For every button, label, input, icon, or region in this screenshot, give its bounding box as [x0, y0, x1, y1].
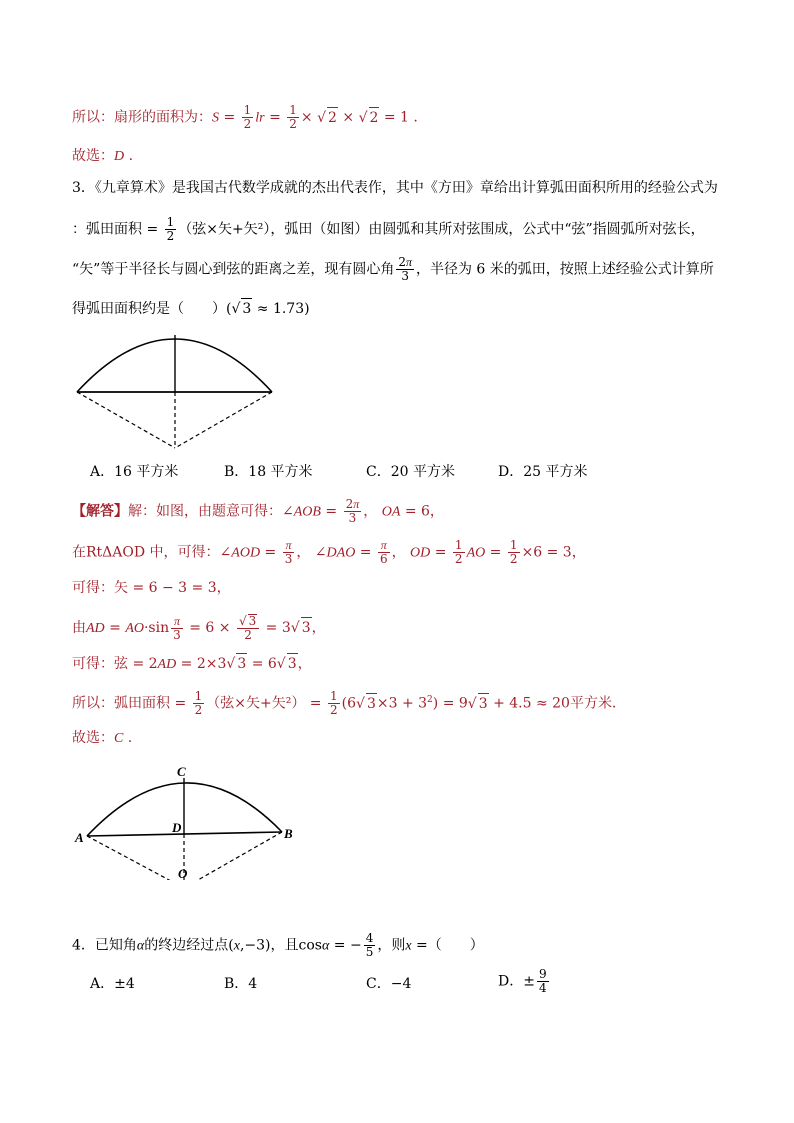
q3-solution-line2: 在RtΔAOD 中，可得：∠AOD = $\frac{\pi}{3}$ ， ∠DAO = $\frac{\pi}{6}$ ， OD = $\frac{1}{2}$ AO = $\frac{1}{2}$ ×6 = 3， — [72, 538, 586, 566]
fig2-label-d: D — [172, 820, 182, 835]
q3-solution-text2: 在RtΔAOD 中，可得： — [72, 544, 220, 561]
q3-stem-line1 — [72, 178, 718, 198]
q3-stem-text1: 《九章算术》是我国古代数学成就的杰出代表作，其中《方田》章给出计算弧田面积所用的经验公式为 — [94, 180, 718, 196]
q3-solution-line5: 可得：弦 = 2AD = 2×3√ 3 = 6√ 3， — [72, 653, 312, 675]
q4-number: 4． — [72, 937, 95, 954]
q4-stem: 4．已知角α的终边经过点(x,−3)，且cosα = − $\frac{4}{5}$ ，则x =（ ） — [72, 931, 484, 959]
q3-option-a-letter: A． — [90, 464, 115, 480]
q3-option-a-text: 16 平方米 — [114, 464, 179, 480]
q3-number: 3． — [72, 180, 95, 196]
prev-solution-area-line: 所以：扇形的面积为：S = $\frac{1}{2}$ lr = $\frac{1}{2}$ × √ 2 × √ 2 = 1 . — [72, 104, 418, 131]
q4-option-a-text: ±4 — [114, 976, 135, 992]
q4-option-d[interactable]: D．± $\frac{9}{4}$ — [498, 967, 547, 995]
q3-solution-unit: 平方米． — [569, 695, 626, 712]
q3-stem-text2a: ：弧田面积 — [72, 221, 142, 238]
q3-option-b-letter: B． — [224, 464, 249, 480]
prev-area-label: 所以：扇形的面积为： — [72, 109, 212, 126]
fig2-label-c: C — [177, 764, 186, 779]
q3-solution-text4: 由 — [72, 620, 86, 636]
q3-solution-line3: 可得：矢 = 6 − 3 = 3， — [72, 580, 231, 596]
q4-option-a-letter: A． — [90, 976, 115, 992]
q3-option-c[interactable] — [366, 462, 455, 482]
q3-option-c-letter: C． — [366, 464, 391, 480]
fig1-radius-right — [175, 392, 272, 448]
q3-solution-text1: 解：如图，由题意可得： — [128, 503, 282, 520]
fig2-radius-right — [184, 832, 282, 880]
prev-area-formula: S — [212, 110, 219, 126]
q3-option-b[interactable] — [224, 462, 313, 482]
q4-option-b-letter: B． — [224, 976, 249, 992]
q3-stem-line2: ：弧田面积 = $\frac{1}{2}$ （弦×矢+矢²），弧田（如图）由圆弧和其所对弦围成，公式中“弦”指圆弧所对弦长， — [72, 215, 705, 243]
q4-option-b[interactable] — [224, 974, 257, 994]
q3-option-d[interactable] — [498, 462, 588, 482]
q3-solution-text5: 可得：弦 — [72, 656, 128, 672]
q3-stem-text3a: “矢”等于半径长与圆心到弦的距离之差，现有圆心角 — [72, 261, 395, 278]
q3-option-b-text: 18 平方米 — [248, 464, 313, 480]
q4-option-c-letter: C． — [366, 976, 391, 992]
q3-solution-text6a: 所以：弧田面积 — [72, 695, 170, 712]
fig1-radius-left — [77, 392, 175, 448]
q3-option-d-text: 25 平方米 — [523, 464, 588, 480]
q3-option-c-text: 20 平方米 — [390, 464, 455, 480]
q3-solution-line1: 【解答】解：如图，由题意可得：∠AOB = $\frac{2\pi}{3}$ ， OA = 6， — [72, 497, 444, 525]
q4-stem-e: （ ） — [427, 937, 484, 954]
q3-solution-choice: 故选：C . — [72, 730, 133, 746]
q3-solution-choice-label: 故选： — [72, 730, 114, 746]
q3-option-a[interactable] — [90, 462, 178, 482]
q4-option-c-text: −4 — [390, 976, 412, 992]
q3-solution-line6: 所以：弧田面积 = $\frac{1}{2}$ （弦×矢+矢²） = $\frac{1}{2}$ (6√ $3\times 3 + 3^2) = 9√$ 3 + 4.5 ≈ 20平方米． — [72, 690, 626, 717]
fig2-radius-left — [87, 836, 184, 880]
q3-solution-line4: 由AD = AO·sin $\frac{\pi}{3}$ = 6 × √ $\frac{3}{2}$ = 3√ 3， — [72, 614, 326, 642]
q4-stem-a: 已知角 — [94, 937, 137, 954]
prev-choice-label: 故选： — [72, 148, 114, 164]
q4-option-a[interactable] — [90, 974, 135, 994]
q3-labeled-figure — [72, 762, 312, 880]
q3-option-d-letter: D． — [498, 464, 524, 480]
q4-option-d-letter: D． — [498, 973, 524, 990]
q3-solution-choice-letter: C — [114, 731, 124, 746]
q4-stem-d: ，则 — [377, 937, 406, 954]
q4-stem-b: 的终边经过点 — [144, 937, 229, 954]
q4-option-b-text: 4 — [248, 976, 258, 992]
q3-stem-line4: 得弧田面积约是（ ）(√ 3 ≈ 1.73) — [72, 298, 310, 319]
fig2-label-a: A — [75, 830, 84, 845]
q4-option-c[interactable] — [366, 974, 411, 994]
fig2-label-b: B — [284, 826, 293, 841]
q3-stem-text3b: ，半径为 6 米的弧田，按照上述经验公式计算所 — [415, 261, 714, 278]
q4-stem-c: ，且 — [270, 937, 299, 954]
q3-solution-tag: 【解答】 — [72, 503, 128, 520]
q3-solution-text3: 可得：矢 — [72, 580, 128, 596]
q3-arc-field-figure — [72, 330, 282, 452]
q3-stem-line3: “矢”等于半径长与圆心到弦的距离之差，现有圆心角 $\frac{2\pi}{3}$ ，半径为 6 米的弧田，按照上述经验公式计算所 — [72, 255, 714, 283]
prev-choice-letter: D — [114, 149, 125, 164]
fig2-label-o: O — [178, 866, 188, 880]
q3-stem-text4: 得弧田面积约是（ ） — [72, 301, 226, 317]
prev-solution-choice: 故选：D . — [72, 148, 134, 164]
q3-solution-text6b: （弦×矢+矢²） — [206, 695, 306, 712]
q3-stem-text2b: （弦×矢+矢²），弧田（如图）由圆弧和其所对弦围成，公式中“弦”指圆弧所对弦长， — [178, 221, 705, 238]
q4-option-d-text: ± — [523, 973, 535, 990]
